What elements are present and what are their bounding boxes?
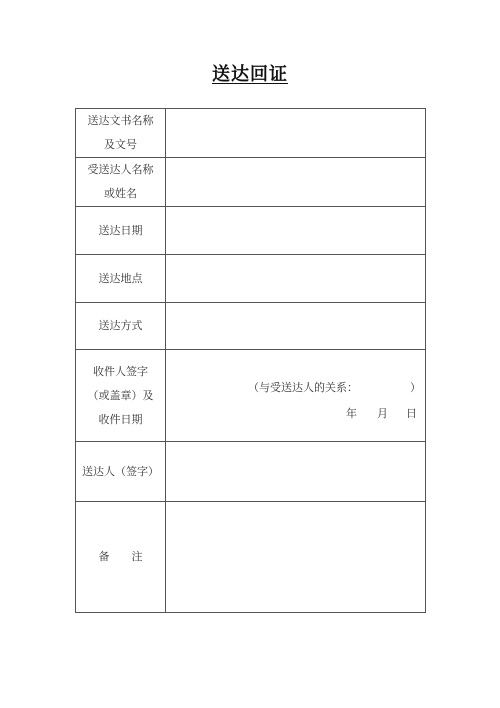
label-server-signature-text: 送达人（签字） [82,464,159,478]
label-delivery-place [76,255,166,303]
label-remarks-part2: 注 [131,550,143,563]
label-recipient-name [76,158,166,207]
delivery-receipt-table [75,108,426,613]
label-remarks-part1: 备 [98,550,110,563]
label-delivery-method-text: 送达方式 [98,319,143,332]
relation-close-paren: ） [410,381,421,394]
label-delivery-method [76,303,166,350]
label-delivery-date-text: 送达日期 [98,223,143,237]
field-delivery-method[interactable] [166,303,426,350]
date-month-label: 月 [377,407,388,420]
field-delivery-place[interactable] [166,255,426,303]
label-remarks-text [99,550,143,563]
field-recipient-name[interactable] [166,158,426,207]
label-document-name-text: 送达文书名称及文号 [87,114,154,151]
label-delivery-place-text: 送达地点 [98,271,143,285]
field-remarks[interactable] [166,502,426,613]
date-year-label: 年 [346,407,357,420]
row-delivery-place [76,255,426,303]
label-recipient-name-text: 受送达人名称或姓名 [87,163,154,200]
label-remarks [76,502,166,613]
receiver-signature-block [166,350,425,441]
label-delivery-date [76,207,166,255]
row-delivery-date [76,207,426,255]
row-delivery-method [76,303,426,350]
field-delivery-date[interactable] [166,207,426,255]
date-day-label: 日 [406,407,417,420]
label-server-signature [76,442,166,502]
row-recipient-name [76,158,426,207]
row-server-signature [76,442,426,502]
label-document-name [76,109,166,158]
label-receiver-signature-text: 收件人签字（或盖章）及收件日期 [87,364,154,426]
label-receiver-signature [76,350,166,442]
row-remarks [76,502,426,613]
field-receiver-signature[interactable] [166,350,426,442]
field-document-name[interactable] [166,109,426,158]
document-title: 送达回证 [212,64,288,85]
relation-note: （与受送达人的关系： [248,381,358,394]
row-receiver-signature [76,350,426,442]
field-server-signature[interactable] [166,442,426,502]
row-document-name [76,109,426,158]
